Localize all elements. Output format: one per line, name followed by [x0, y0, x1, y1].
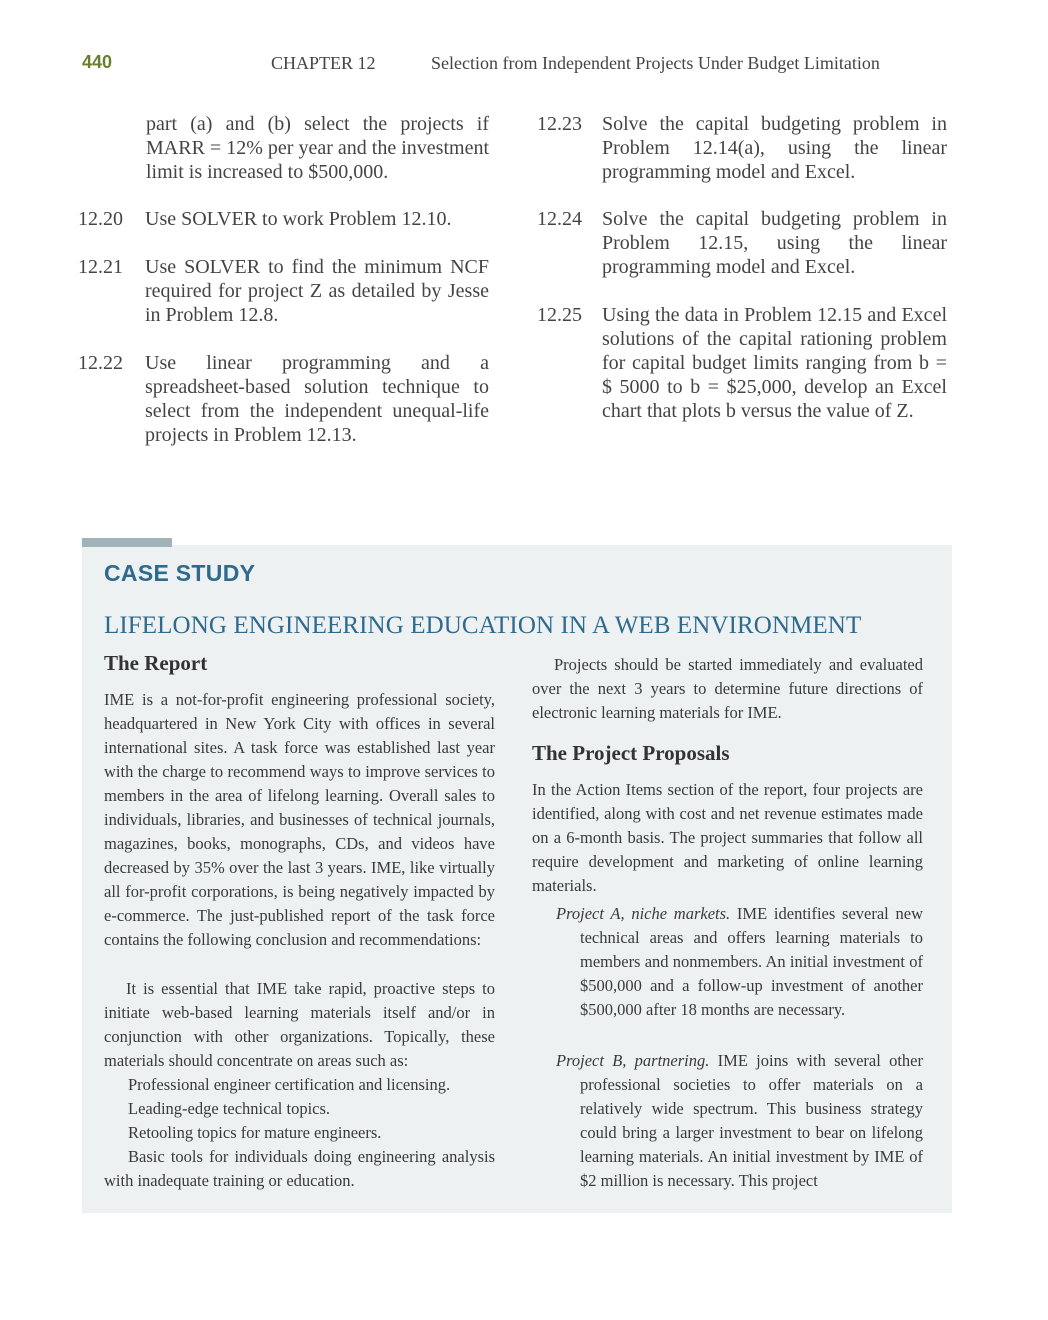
- problem-item: [78, 207, 489, 231]
- problem-number: 12.20: [78, 208, 123, 230]
- case-study-accent-bar: [82, 538, 172, 547]
- problem-item: [146, 112, 489, 184]
- recommendation-paragraph: It is essential that IME take rapid, proactive steps to initiate web-based learning materials itself and/or in conjunction with other organizations. Topically, these materials should concentrate on areas such as:: [104, 979, 495, 1070]
- proposals-paragraph: In the Action Items section of the report, four projects are identified, along with cost and net revenue estimates made on a 6-month basis. The project summaries that follow all require development and marketing of online learning materials.: [532, 780, 923, 895]
- problem-text: Use SOLVER to work Problem 12.10.: [145, 208, 452, 230]
- case-study-label: CASE STUDY: [104, 560, 256, 586]
- problem-item: [78, 255, 489, 327]
- problem-item: [537, 207, 947, 279]
- section-heading-proposals: The Project Proposals: [532, 741, 730, 765]
- case-study-title: LIFELONG ENGINEERING EDUCATION IN A WEB ENVIRONMENT: [104, 612, 862, 639]
- problem-item: [537, 112, 947, 184]
- problem-text: Use SOLVER to find the minimum NCF required for project Z as detailed by Jesse in Problem 12.8.: [145, 256, 489, 326]
- problem-text: Using the data in Problem 12.15 and Excel solutions of the capital rationing problem for capital budget limits ranging from b = $ 5000 to b = $25,000, develop an Excel chart that plots b versus the value of Z.: [602, 304, 947, 422]
- problem-number: 12.21: [78, 256, 123, 278]
- report-paragraph: IME is a not-for-profit engineering professional society, headquartered in New York City with offices in several international sites. A task force was established last year with the charge to recommend ways to improve services to members in the area of lifelong learning. Overall sales to individuals, libraries, and businesses of technical journals, magazines, books, monographs, CDs, and videos have decreased by 35% over the last 3 years. IME, like virtually all for-profit corporations, is being negatively impacted by e-commerce. The just-published report of the task force contains the following conclusion and recommendations:: [104, 690, 495, 949]
- problem-number: 12.23: [537, 113, 582, 135]
- topic-item: Retooling topics for mature engineers.: [128, 1123, 382, 1142]
- problem-item: [78, 351, 489, 447]
- problem-text: Solve the capital budgeting problem in Problem 12.14(a), using the linear programming model and Excel.: [602, 113, 947, 183]
- section-heading-report: The Report: [104, 651, 208, 675]
- project-b-text: IME joins with several other professional societies to offer materials on a relatively wide spectrum. This business strategy could bring a larger investment to bear on lifelong learning materials. An initial investment by IME of $2 million is necessary. This project: [580, 1051, 923, 1190]
- evaluation-paragraph: Projects should be started immediately and evaluated over the next 3 years to determine future directions of electronic learning materials for IME.: [532, 655, 923, 722]
- page-header: [0, 52, 1048, 82]
- page-number: 440: [82, 52, 113, 72]
- problem-number: 12.22: [78, 352, 123, 374]
- project-b-label: Project B, partnering.: [556, 1051, 710, 1070]
- problem-item: [537, 303, 947, 447]
- chapter-title: Selection from Independent Projects Under Budget Limitation: [431, 53, 880, 73]
- project-b-description: [556, 1049, 923, 1193]
- problem-number: 12.24: [537, 208, 582, 230]
- problem-text: Solve the capital budgeting problem in Problem 12.15, using the linear programming model and Excel.: [602, 208, 947, 278]
- project-a-description: [556, 902, 923, 1022]
- topic-item: Leading-edge technical topics.: [128, 1099, 331, 1118]
- chapter-label: CHAPTER 12: [271, 53, 376, 73]
- project-a-label: Project A, niche markets.: [556, 904, 731, 923]
- topic-item: Basic tools for individuals doing engineering analysis with inadequate training or education.: [104, 1147, 495, 1190]
- problem-number: 12.25: [537, 304, 582, 326]
- problem-text: part (a) and (b) select the projects if MARR = 12% per year and the investment limit is increased to $500,000.: [146, 113, 489, 183]
- topic-item: Professional engineer certification and licensing.: [128, 1075, 451, 1094]
- problem-text: Use linear programming and a spreadsheet-based solution technique to select from the independent unequal-life projects in Problem 12.13.: [145, 352, 489, 446]
- project-a-text: IME identifies several new technical areas and offers learning materials to members and nonmembers. An initial investment of $500,000 and a follow-up investment of another $500,000 after 18 months are necessary.: [580, 904, 923, 1019]
